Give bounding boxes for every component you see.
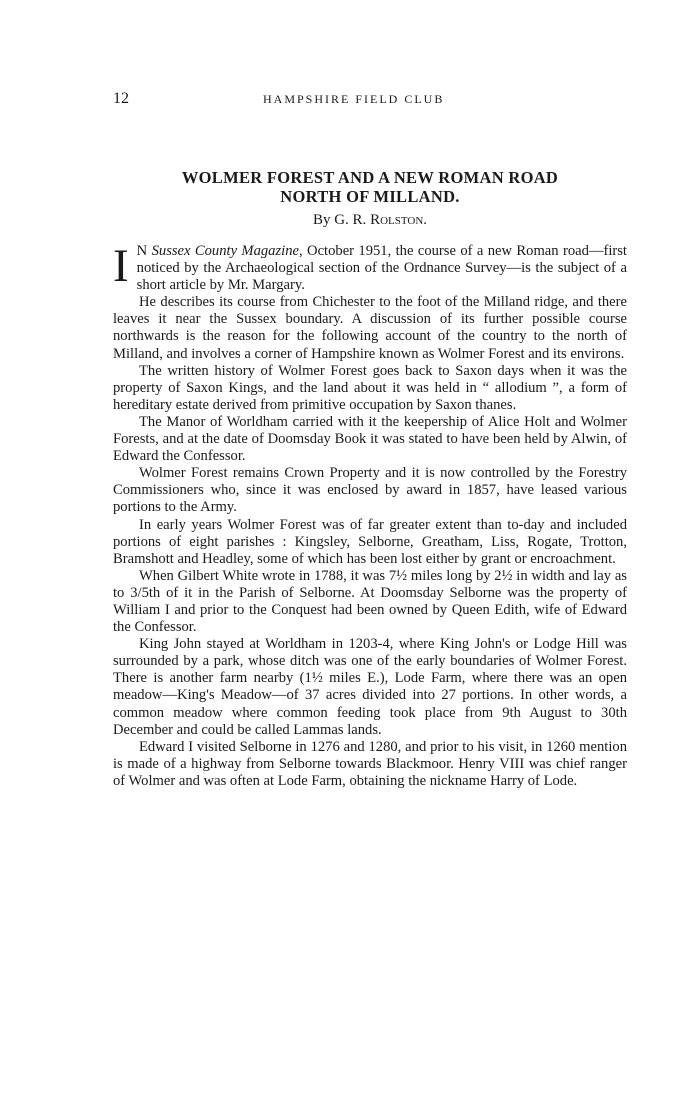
paragraph-5: Wolmer Forest remains Crown Property and it is now controlled by the Forestry Commissioners who, since it was enclosed by award in 1857, have leased various portions to the Army. (113, 465, 627, 516)
paragraph-2: He describes its course from Chichester to the foot of the Milland ridge, and there leaves it near the Sussex boundary. A discussion of its further possible course northwards is the reason for the following account of the country to the north of Milland, and involves a corner of Hampshire known as Wolmer Forest and its environs. (113, 294, 627, 362)
title-line-1: WOLMER FOREST AND A NEW ROMAN ROAD (181, 168, 559, 187)
running-head (113, 90, 627, 110)
byline (113, 212, 627, 229)
byline-prefix: By G. R. (312, 212, 367, 228)
paragraph-3: The written history of Wolmer Forest goes back to Saxon days when it was the property of Saxon Kings, and the land about it was held in “ allodium ”, a form of hereditary estate derived from primitive occupation by Saxon thanes. (113, 362, 627, 413)
page-number: 12 (113, 90, 129, 107)
paragraph-1-start: N (136, 243, 152, 259)
paragraph-4: The Manor of Worldham carried with it the keepership of Alice Holt and Wolmer Forests, and at the date of Doomsday Book it was stated to have been held by Alwin, of Edward the Confessor. (113, 413, 627, 465)
title-line-2: NORTH OF MILLAND. (280, 187, 460, 206)
paragraph-6: In early years Wolmer Forest was of far greater extent than to-day and included portions of eight parishes : Kingsley, Selborne, Greatham, Liss, Rogate, Trotton, Bramshott and Headley, some of which has been lost either by grant or encroachment. (113, 516, 627, 567)
paragraph-8: King John stayed at Worldham in 1203-4, where King John's or Lodge Hill was surrounded by a park, whose ditch was one of the early boundaries of Wolmer Forest. There is another farm nearby (1½ miles E.), Lode Farm, where there was an open meadow—King's Meadow—of 37 acres divided into 27 portions. In other words, a common meadow where common feeding took place from 9th August to 30th December and could be called Lammas lands. (113, 636, 627, 738)
paragraph-1 (113, 240, 627, 294)
paragraph-1-rest: October 1951, the course of a new Roman road—first noticed by the Archaeological section of the Ordnance Survey—is the subject of a short article by Mr. Margary. (136, 243, 627, 294)
publication-title: Sussex County Magazine, (151, 243, 303, 259)
article-title (113, 168, 627, 206)
article-body (113, 240, 627, 790)
paragraph-7: When Gilbert White wrote in 1788, it was 7½ miles long by 2½ in width and lay as to 3/5th of it in the Parish of Selborne. At Doomsday Selborne was the property of William I and prior to the Conquest had been owned by Queen Edith, wife of Edward the Confessor. (113, 567, 627, 636)
author-name: Rolston. (370, 212, 428, 228)
journal-name: HAMPSHIRE FIELD CLUB (263, 92, 445, 106)
drop-cap: I (113, 240, 129, 292)
paragraph-9: Edward I visited Selborne in 1276 and 1280, and prior to his visit, in 1260 mention is made of a highway from Selborne towards Blackmoor. Henry VIII was chief ranger of Wolmer and was often at Lode Farm, obtaining the nickname Harry of Lode. (113, 738, 627, 789)
